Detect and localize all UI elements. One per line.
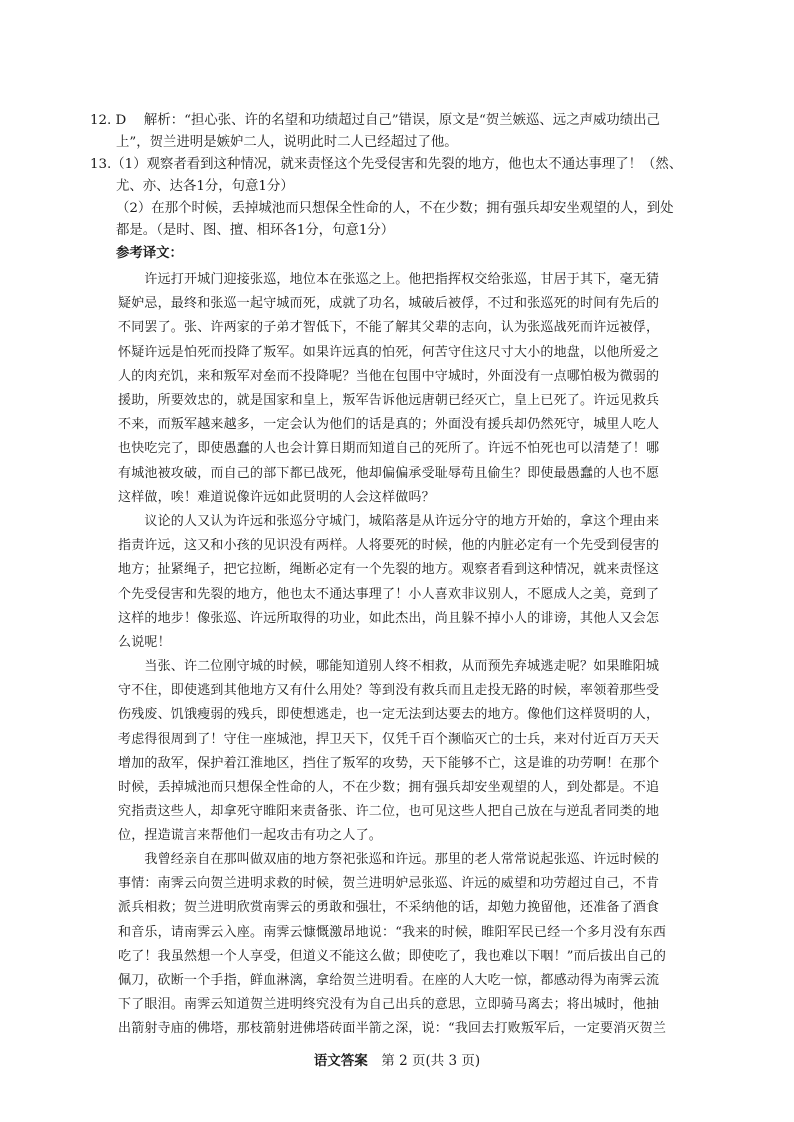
q12-line-1: 12. D 解析：“担心张、许的名望和功绩超过自己”错误，原文是“贺兰嫉巡、远之声威功绩出己 — [90, 113, 660, 128]
text-line: 这样的地步！像张巡、许远所取得的功业，如此杰出，尚且躲不掉小人的诽谤，其他人又会怎 — [118, 610, 660, 626]
footer-page-number: 第 2 页(共 3 页) — [367, 1053, 481, 1069]
q13-line-2: 尤、亦、达各1分，句意1分） — [116, 179, 294, 194]
text-line: 有城池被攻破，而自己的部下都已战死，他却偏偏承受耻辱苟且偷生？即使最愚蠢的人也不愿 — [118, 465, 660, 481]
text-line: 位，捏造谎言来帮他们一起攻击有功之人了。 — [118, 828, 383, 844]
text-line: 这样做，唉！难道说像许远如此贤明的人会这样做吗？ — [118, 489, 435, 505]
text-line: 伤残废、饥饿瘦弱的残兵，即使想逃走，也一定无法到达要去的地方。像他们这样贤明的人， — [118, 707, 660, 723]
text-line: 我曾经亲自在那叫做双庙的地方祭祀张巡和许远。那里的老人常常说起张巡、许远时候的 — [118, 852, 660, 867]
reference-translation-heading: 参考译文： — [116, 245, 183, 261]
text-line: 增加的敌军，保护着江淮地区，挡住了叛军的攻势，天下能够不亡，这是谁的功劳啊！在那个 — [118, 755, 660, 771]
translation-paragraph-1 — [118, 268, 708, 510]
text-line: 考虑得很周到了！守住一座城池，捍卫天下，仅凭千百个濒临灭亡的士兵，来对付近百万天天 — [118, 731, 660, 747]
q13-line-3: （2）在那个时候，丢掉城池而只想保全性命的人，不在少数；拥有强兵却安坐观望的人，到处 — [116, 201, 674, 216]
q13-line-1: 13.（1）观察者看到这种情况，就来责怪这个先受侵害和先裂的地方，他也太不通达事理了！（然、 — [90, 157, 683, 172]
translation-paragraph-3 — [118, 655, 708, 849]
q12-answer — [90, 110, 660, 154]
text-line: 人的肉充饥，来和叛军对垒而不投降呢？当他在包围中守城时，外面没有一点哪怕极为微弱的 — [118, 368, 660, 384]
q13-answer — [90, 154, 682, 264]
text-line: 当张、许二位刚守城的时候，哪能知道别人终不相救，从而预先弃城逃走呢？如果睢阳城 — [118, 659, 660, 674]
page-footer — [0, 1049, 794, 1069]
text-line: 指责许远，这又和小孩的见识没有两样。人将要死的时候，他的内脏必定有一个先受到侵害的 — [118, 538, 660, 554]
text-line: 时候，丢掉城池而只想保全性命的人，不在少数；拥有强兵却安坐观望的人，到处都是。不追 — [118, 780, 660, 796]
text-line: 疑妒忌，最终和张巡一起守城而死，成就了功名，城破后被俘，不过和张巡死的时间有先后的 — [118, 296, 660, 312]
text-line: 许远打开城门迎接张巡，地位本在张巡之上。他把指挥权交给张巡，甘居于其下，毫无猜 — [118, 272, 660, 287]
translation-paragraph-4 — [118, 848, 708, 1042]
q12-line-2: 上”，贺兰进明是嫉妒二人，说明此时二人已经超过了他。 — [116, 135, 458, 150]
text-line: 援助，所要效忠的，就是国家和皇上，叛军告诉他远唐朝已经灭亡，皇上已死了。许远见救兵 — [118, 393, 660, 409]
text-line: 派兵相救；贺兰进明欣赏南霁云的勇敢和强壮，不采纳他的话，却勉力挽留他，还准备了酒食 — [118, 900, 660, 916]
text-line: 地方；扯紧绳子，把它拉断，绳断必定有一个先裂的地方。观察者看到这种情况，就来责怪这 — [118, 562, 660, 578]
text-line: 怀疑许远是怕死而投降了叛军。如果许远真的怕死，何苦守住这尺寸大小的地盘，以他所爱之 — [118, 344, 660, 360]
text-line: 事情：南霁云向贺兰进明求救的时候，贺兰进明妒忌张巡、许远的威望和功劳超过自己，不肯 — [118, 876, 660, 892]
text-line: 守不住，即使逃到其他地方又有什么用处？等到没有救兵而且走投无路的时候，率领着那些受 — [118, 683, 660, 699]
text-line: 究指责这些人，却拿死守睢阳来责备张、许二位，也可见这些人把自己放在与逆乱者同类的地 — [118, 804, 660, 820]
text-line: 吃了！我虽然想一个人享受，但道义不能这么做；即使吃了，我也难以下咽！”而后拔出自己的 — [118, 948, 667, 964]
text-line: 佩刀，砍断一个手指，鲜血淋漓，拿给贺兰进明看。在座的人大吃一惊，都感动得为南霁云流 — [118, 973, 660, 989]
text-line: 不同罢了。张、许两家的子弟才智低下，不能了解其父辈的志向，认为张巡战死而许远被俘， — [118, 320, 660, 336]
text-line: 出箭射寺庙的佛塔，那枝箭射进佛塔砖面半箭之深，说：“我回去打败叛军后，一定要消灭贺兰 — [118, 1021, 667, 1037]
footer-title: 语文答案 — [313, 1053, 368, 1069]
text-line: 也快吃完了，即使愚蠢的人也会计算日期而知道自己的死所了。许远不怕死也可以清楚了！哪 — [118, 441, 660, 457]
q13-line-4: 都是。（是时、图、擅、相环各1分，句意1分） — [116, 223, 395, 238]
translation-paragraph-2 — [118, 510, 708, 655]
text-line: 不来，而叛军越来越多，一定会认为他们的话是真的；外面没有援兵却仍然死守，城里人吃人 — [118, 417, 660, 433]
text-line: 议论的人又认为许远和张巡分守城门，城陷落是从许远分守的地方开始的，拿这个理由来 — [118, 514, 660, 529]
text-line: 和音乐，请南霁云入座。南霁云慷慨激昂地说：“我来的时候，睢阳军民已经一个多月没有东西 — [118, 924, 667, 940]
text-line: 个先受侵害和先裂的地方，他也太不通达事理了！小人喜欢非议别人，不愿成人之美，竟到了 — [118, 586, 660, 602]
text-line: 么说呢！ — [118, 635, 171, 651]
text-line: 下了眼泪。南霁云知道贺兰进明终究没有为自己出兵的意思，立即骑马离去；将出城时，他抽 — [118, 997, 660, 1013]
